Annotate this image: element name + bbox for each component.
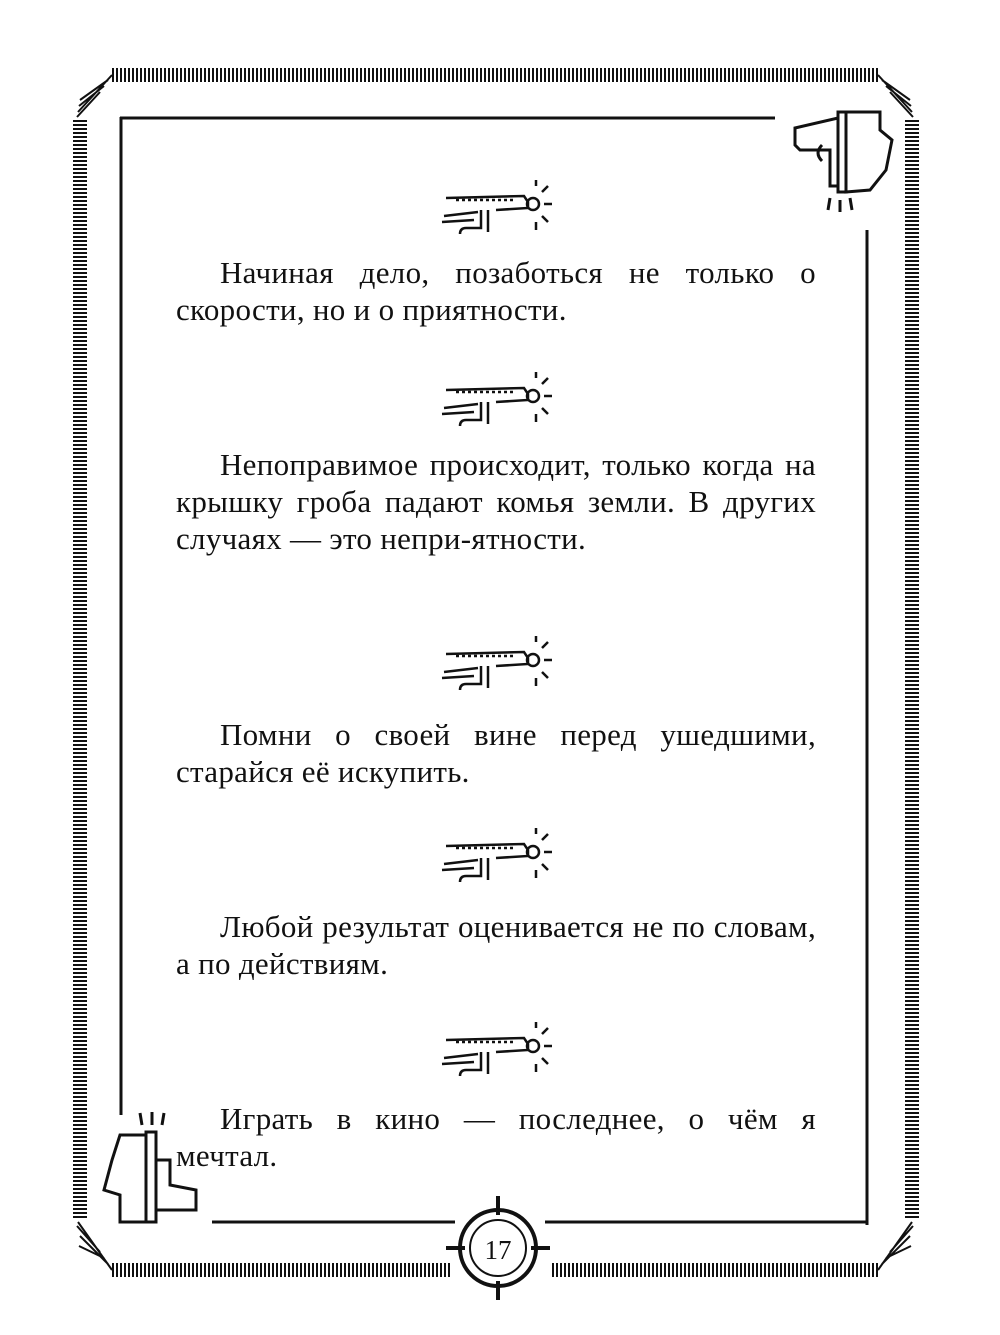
pistol-divider-icon [436, 632, 552, 694]
pistol-divider-icon [436, 368, 552, 430]
quote-2: Непоправимое происходит, только когда на крышку гроба падают комья земли. В других случаях — это непри-ятности. [176, 447, 816, 556]
pistol-divider-icon [436, 824, 552, 886]
quote-1: Начиная дело, позаботься не только о скорости, но и о приятности. [176, 255, 816, 327]
pistol-divider-icon [436, 1018, 552, 1080]
holster-pistol-icon [795, 112, 892, 212]
quote-5: Играть в кино — последнее, о чём я мечтал. [176, 1101, 816, 1173]
quote-4: Любой результат оценивается не по словам, а по действиям. [176, 909, 816, 981]
pistol-divider-icon [436, 176, 552, 238]
page-number: 17 [484, 1235, 512, 1265]
quote-3: Помни о своей вине перед ушедшими, старайся её искупить. [176, 717, 816, 789]
